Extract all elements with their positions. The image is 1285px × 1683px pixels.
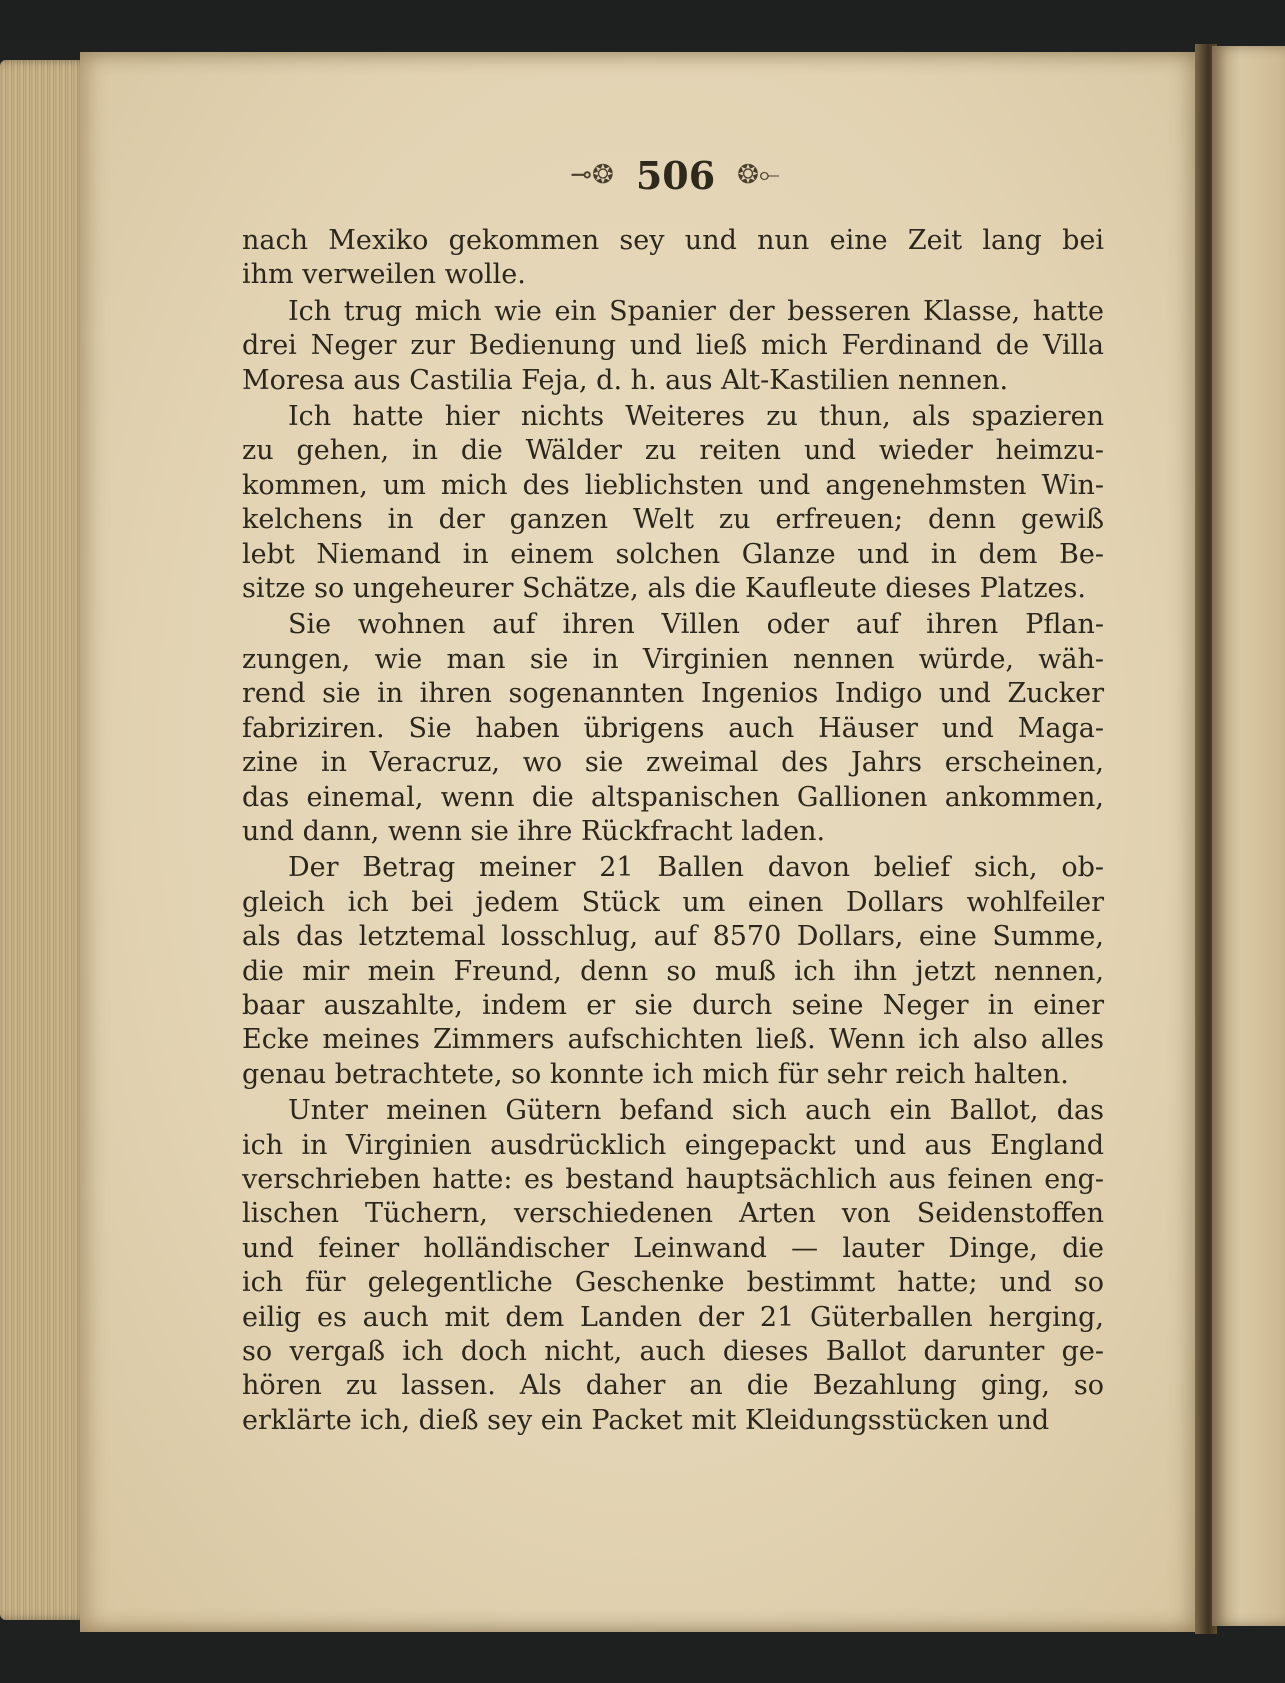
text-line: sitze so ungeheurer Schätze, als die Kaufleute dieses Platzes. bbox=[242, 573, 1086, 605]
text-line: kommen, um mich des lieblichsten und angenehmsten Win- bbox=[242, 469, 1104, 501]
page-number: 506 bbox=[635, 152, 716, 198]
text-line: und feiner holländischer Leinwand — lauter Dinge, die bbox=[242, 1232, 1104, 1264]
paragraph bbox=[242, 1094, 1104, 1438]
text-line: baar auszahlte, indem er sie durch seine Neger in einer bbox=[242, 989, 1104, 1021]
facing-page-strip bbox=[1212, 46, 1285, 1626]
text-line: und dann, wenn sie ihre Rückfracht laden. bbox=[242, 815, 826, 847]
text-line: ich für gelegentliche Geschenke bestimmt hatte; und so bbox=[242, 1267, 1104, 1299]
paragraph bbox=[242, 400, 1104, 606]
left-ornament-icon: ⊸❂ bbox=[570, 160, 614, 190]
text-line: Ecke meines Zimmers aufschichten ließ. Wenn ich also alles bbox=[242, 1024, 1104, 1056]
text-line: fabriziren. Sie haben übrigens auch Häuser und Maga- bbox=[242, 712, 1104, 744]
text-line: erklärte ich, dieß sey ein Packet mit Kleidungsstücken und bbox=[242, 1404, 1050, 1436]
text-line: zu gehen, in die Wälder zu reiten und wieder heimzu- bbox=[242, 435, 1104, 467]
text-line: das einemal, wenn die altspanischen Gallionen ankommen, bbox=[242, 781, 1104, 813]
text-line: ich in Virginien ausdrücklich eingepackt und aus England bbox=[242, 1129, 1104, 1161]
text-line: eilig es auch mit dem Landen der 21 Güterballen herging, bbox=[242, 1301, 1104, 1333]
text-line: Ich trug mich wie ein Spanier der besseren Klasse, hatte bbox=[288, 295, 1104, 327]
text-line: ihm verweilen wolle. bbox=[242, 259, 526, 291]
text-line: gleich ich bei jedem Stück um einen Dollars wohlfeiler bbox=[242, 886, 1104, 918]
book-page-edges bbox=[0, 60, 90, 1620]
text-line: Moresa aus Castilia Feja, d. h. aus Alt-Kastilien nennen. bbox=[242, 364, 1009, 396]
text-line: Ich hatte hier nichts Weiteres zu thun, als spazieren bbox=[288, 401, 1104, 433]
text-line: Unter meinen Gütern befand sich auch ein Ballot, das bbox=[288, 1095, 1104, 1127]
text-line: lischen Tüchern, verschiedenen Arten von Seidenstoffen bbox=[242, 1198, 1104, 1230]
page-header bbox=[545, 150, 805, 200]
text-line: verschrieben hatte: es bestand hauptsächlich aus feinen eng- bbox=[242, 1163, 1104, 1195]
text-line: rend sie in ihren sogenannten Ingenios Indigo und Zucker bbox=[242, 678, 1104, 710]
text-line: genau betrachtete, so konnte ich mich für sehr reich halten. bbox=[242, 1058, 1069, 1090]
paragraph bbox=[242, 295, 1104, 398]
paragraph bbox=[242, 851, 1104, 1092]
text-line: so vergaß ich doch nicht, auch dieses Ballot darunter ge- bbox=[242, 1336, 1104, 1367]
text-line: nach Mexiko gekommen sey und nun eine Zeit lang bei bbox=[242, 225, 1104, 256]
text-line: zine in Veracruz, wo sie zweimal des Jahrs erscheinen, bbox=[242, 747, 1104, 779]
text-line: die mir mein Freund, denn so muß ich ihn jetzt nennen, bbox=[242, 955, 1104, 987]
paragraph bbox=[242, 608, 1104, 849]
text-line: drei Neger zur Bedienung und ließ mich Ferdinand de Villa bbox=[242, 330, 1104, 362]
text-line: zungen, wie man sie in Virginien nennen würde, wäh- bbox=[242, 643, 1104, 675]
body-text bbox=[242, 224, 1104, 1440]
text-line: hören zu lassen. Als daher an die Bezahlung ging, so bbox=[242, 1370, 1104, 1402]
paragraph bbox=[242, 224, 1104, 293]
text-line: Sie wohnen auf ihren Villen oder auf ihren Pflan- bbox=[288, 609, 1104, 641]
right-ornament-icon: ❂⟜ bbox=[737, 160, 780, 190]
text-line: kelchens in der ganzen Welt zu erfreuen; denn gewiß bbox=[242, 504, 1104, 536]
text-line: Der Betrag meiner 21 Ballen davon belief sich, ob- bbox=[288, 852, 1104, 884]
text-line: lebt Niemand in einem solchen Glanze und in dem Be- bbox=[242, 538, 1104, 570]
text-line: als das letztemal losschlug, auf 8570 Dollars, eine Summe, bbox=[242, 921, 1104, 953]
